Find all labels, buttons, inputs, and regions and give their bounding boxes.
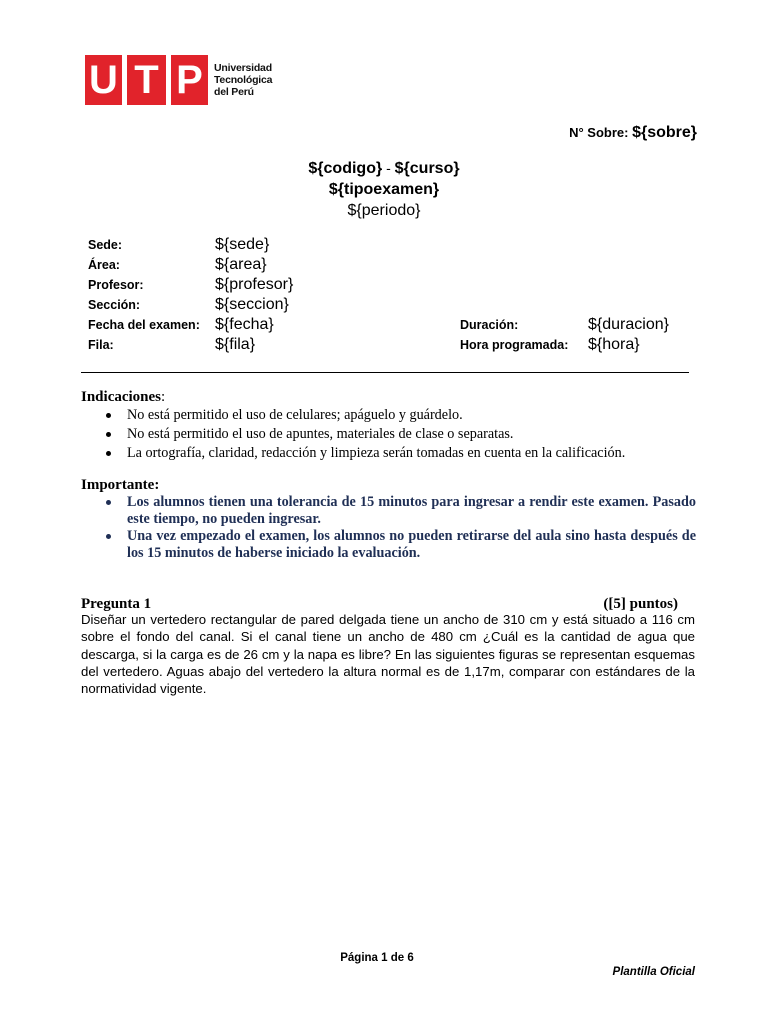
info-row-profesor: [88, 276, 708, 296]
logo-line-2: Tecnológica: [214, 74, 273, 86]
info-row-fecha: [88, 316, 708, 336]
info-row-fila: [88, 336, 708, 356]
indicaciones-item: No está permitido el uso de celulares; apáguelo y guárdelo.: [104, 406, 625, 425]
fila-value: ${fila}: [215, 336, 256, 353]
indicaciones-title: Indicaciones: [81, 389, 162, 405]
exam-info: [88, 236, 708, 356]
template-label: Plantilla Oficial: [612, 966, 695, 978]
info-row-sede: [88, 236, 708, 256]
hora-value: ${hora}: [588, 336, 640, 353]
pregunta-points: ([5] puntos): [603, 596, 678, 612]
area-value: ${area}: [215, 256, 267, 273]
logo-line-1: Universidad: [214, 62, 272, 74]
profesor-value: ${profesor}: [215, 276, 294, 293]
seccion-label: Sección:: [88, 298, 141, 312]
seccion-value: ${seccion}: [215, 296, 289, 313]
periodo-value: ${periodo}: [347, 202, 421, 219]
codigo-value: ${codigo}: [308, 160, 383, 177]
fecha-label: Fecha del examen:: [88, 318, 200, 332]
indicaciones-item: La ortografía, claridad, redacción y limpieza serán tomadas en cuenta en la calificación.: [104, 444, 625, 463]
page-number: Página 1 de 6: [340, 952, 414, 964]
importante-heading: Importante:: [81, 477, 160, 493]
pregunta-title: Pregunta 1: [81, 596, 152, 612]
area-label: Área:: [88, 258, 120, 272]
logo-letter-u: U: [85, 55, 122, 105]
header-separator: -: [382, 160, 395, 176]
duracion-value: ${duracion}: [588, 316, 669, 333]
sobre-number: [569, 124, 697, 142]
fila-label: Fila:: [88, 338, 114, 352]
sobre-value: ${sobre}: [632, 124, 697, 141]
logo-mark: [85, 55, 208, 105]
logo-letter-p: P: [171, 55, 208, 105]
importante-item: Los alumnos tienen una tolerancia de 15 minutos para ingresar a rendir este examen. Pasado este tiempo, no pueden ingresar.: [104, 494, 696, 528]
tipoexamen-value: ${tipoexamen}: [328, 181, 440, 198]
fecha-value: ${fecha}: [215, 316, 274, 333]
indicaciones-list: [104, 406, 625, 463]
sede-value: ${sede}: [215, 236, 270, 253]
divider-line: [81, 372, 689, 373]
pregunta-body: Diseñar un vertedero rectangular de pared delgada tiene un ancho de 310 cm y está situado a 116 cm sobre el fondo del canal. Si el canal tiene un ancho de 480 cm ¿Cuál es la cantidad de agua que descarga, si la carga es de 26 cm y la napa es libre? En las siguientes figuras se representan esquemas del vertedero. Aguas abajo del vertedero la altura normal es de 1,17m, comparar con estándares de la normatividad vigente.: [81, 612, 695, 697]
logo-line-3: del Perú: [214, 86, 254, 98]
indicaciones-item: No está permitido el uso de apuntes, materiales de clase o separatas.: [104, 425, 625, 444]
info-row-area: [88, 256, 708, 276]
profesor-label: Profesor:: [88, 278, 144, 292]
importante-list: [104, 494, 696, 562]
logo-wordmark: [214, 62, 272, 98]
duracion-label: Duración:: [460, 318, 519, 332]
sobre-label: N° Sobre:: [569, 125, 633, 140]
importante-item: Una vez empezado el examen, los alumnos no pueden retirarse del aula sino hasta después de los 15 minutos de haberse iniciado la evaluación.: [104, 528, 696, 562]
curso-value: ${curso}: [394, 160, 460, 177]
logo-letter-t: T: [127, 55, 166, 105]
sede-label: Sede:: [88, 238, 123, 252]
indicaciones-colon: :: [161, 389, 166, 405]
hora-label: Hora programada:: [460, 338, 569, 352]
info-row-seccion: [88, 296, 708, 316]
course-line: [0, 158, 768, 179]
indicaciones-heading: [81, 389, 165, 406]
utp-logo: [85, 55, 272, 105]
exam-header: [0, 158, 768, 221]
